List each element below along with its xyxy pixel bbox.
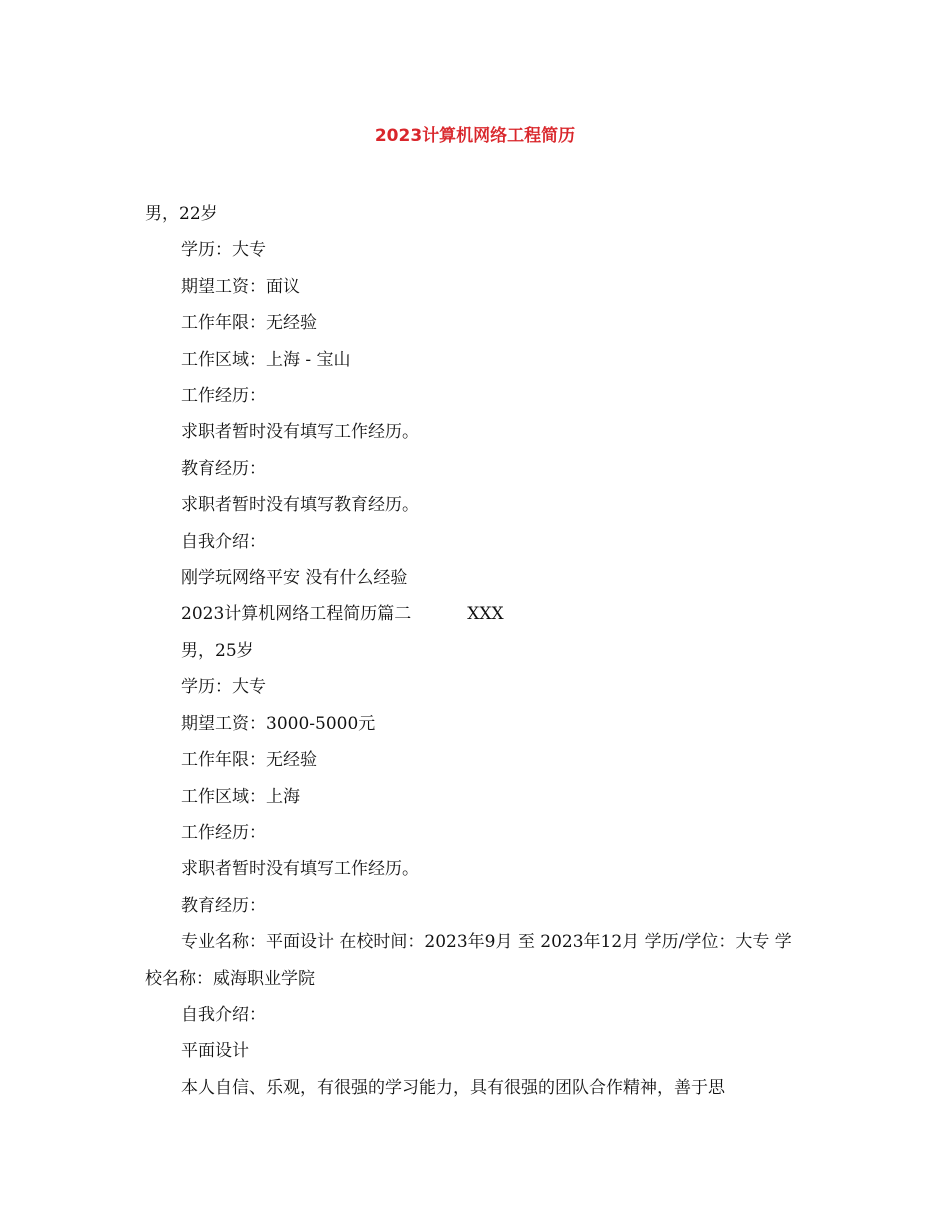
document-body — [145, 196, 805, 1106]
resume2-work-heading: 工作经历： — [181, 822, 266, 843]
resume2-work-text: 求职者暂时没有填写工作经历。 — [181, 859, 419, 880]
resume1-years: 工作年限：无经验 — [181, 313, 317, 334]
resume1-edu-text: 求职者暂时没有填写教育经历。 — [181, 495, 419, 516]
resume1-intro-text: 刚学玩网络平安 没有什么经验 — [181, 568, 408, 589]
resume2-salary: 期望工资：3000-5000元 — [181, 713, 376, 734]
resume2-area: 工作区域：上海 — [181, 786, 300, 807]
resume2-heading: 2023计算机网络工程简历篇二 — [181, 604, 412, 625]
resume2-intro-heading: 自我介绍： — [181, 1004, 266, 1025]
resume2-years: 工作年限：无经验 — [181, 750, 317, 771]
resume1-gender-age: 男，22岁 — [145, 204, 218, 224]
resume2-intro-text: 本人自信、乐观，有很强的学习能力，具有很强的团队合作精神，善于思 — [181, 1077, 725, 1098]
resume1-work-heading: 工作经历： — [181, 386, 266, 407]
resume2-education: 学历：大专 — [181, 677, 266, 698]
resume1-education: 学历：大专 — [181, 240, 266, 261]
resume2-edu-text: 专业名称：平面设计 在校时间：2023年9月 至 2023年12月 学历/学位：大专 学校名称：威海职业学院 — [145, 932, 792, 989]
resume2-heading-line — [145, 596, 805, 632]
resume2-gender-age: 男，25岁 — [181, 640, 254, 661]
resume2-intro-subject: 平面设计 — [181, 1041, 249, 1062]
resume1-work-text: 求职者暂时没有填写工作经历。 — [181, 422, 419, 443]
resume1-edu-heading: 教育经历： — [181, 458, 266, 479]
resume1-area: 工作区域：上海 - 宝山 — [181, 349, 351, 370]
resume1-salary: 期望工资：面议 — [181, 276, 300, 297]
resume1-intro-heading: 自我介绍： — [181, 531, 266, 552]
resume2-name: XXX — [467, 604, 504, 625]
document-title: 2023计算机网络工程简历 — [374, 126, 576, 146]
resume2-edu-heading: 教育经历： — [181, 895, 266, 916]
